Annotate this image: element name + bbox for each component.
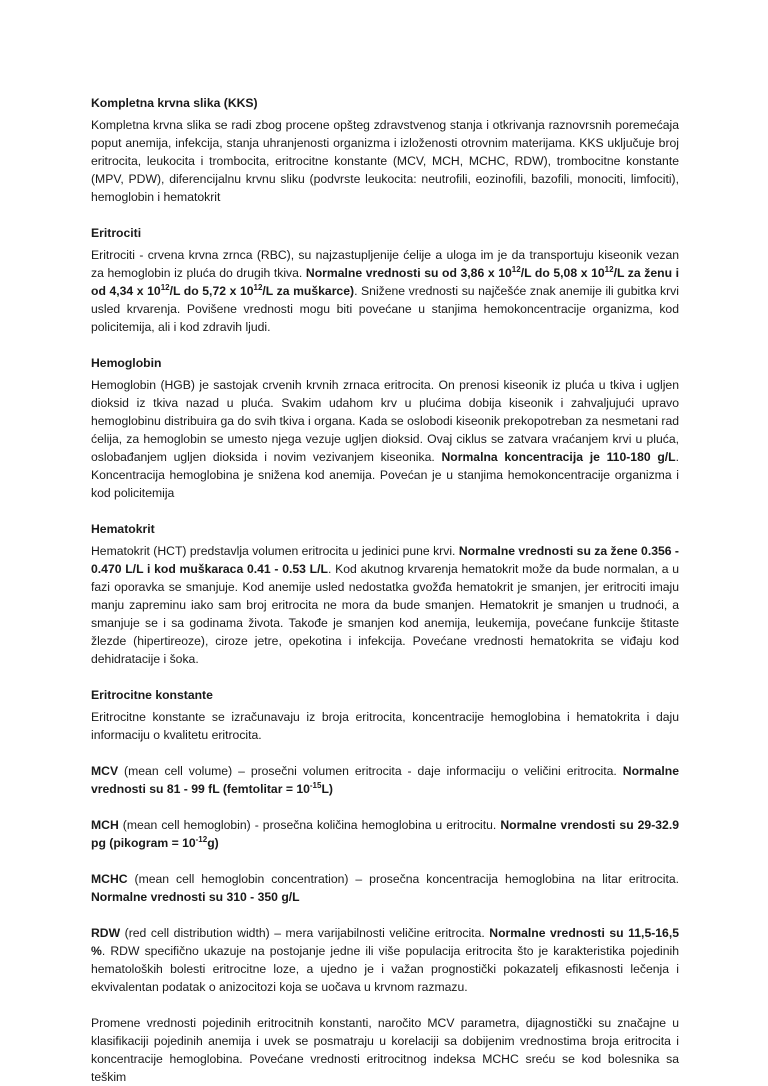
superscript: 12 — [160, 282, 170, 292]
paragraph-kks: Kompletna krvna slika se radi zbog procene opšteg zdravstvenog stanja i otkrivanja raznovrsnih poremećaja poput anemija, infekcija, stanja uhranjenosti organizma i izloženosti otrovnim materijama. KKS uključuje broj eritrocita, leukocita i trombocita, eritrocitne konstante (MCV, MCH, MCHC, RDW), trombocitne konstante (MPV, PDW), diferencijalnu krvnu sliku (podvrste leukocita: neutrofili, eozinofili, bazofili, monociti, limfociti), hemoglobin i hematokrit — [91, 118, 679, 204]
text: Hematokrit (HCT) predstavlja volumen eritrocita u jedinici pune krvi. — [91, 544, 459, 558]
bold-text: Normalne vrednosti su od 3,86 x 10 — [305, 266, 512, 280]
bold-text: /L za muškarce) — [262, 284, 355, 298]
text: . RDW specifično ukazuje na postojanje jedne ili više populacija eritrocita što je karakteristika pojedinih hematoloških bolesti eritrocitne loze, a ujedno je i važan prognostički pokazatelj efikasnosti lečenja i ekvivalentan podatak o anizocitozi koja se uočava u krvnom razmazu. — [91, 944, 679, 994]
bold-text: /L do 5,72 x 10 — [169, 284, 254, 298]
paragraph-konstante: Eritrocitne konstante se izračunavaju iz broja eritrocita, koncentracije hemoglobina i hematokrita i daju informaciju o kvalitetu eritrocita. — [91, 710, 679, 742]
superscript: 12 — [511, 264, 521, 274]
paragraph-hemoglobin — [91, 376, 679, 502]
abbr-mch: MCH — [91, 818, 119, 832]
superscript: -15 — [309, 780, 322, 790]
normal-values: Normalne vrednosti su 310 - 350 g/L — [91, 890, 300, 904]
text: Eritrociti - crvena krvna zrnca (RBC), su najzastupljenije ćelije a uloga im je da transportuju kiseonik vezan za hemoglobin iz pluća do drugih tkiva. — [91, 248, 679, 280]
text: Hemoglobin (HGB) je sastojak crvenih krvnih zrnaca eritrocita. On prenosi kiseonik iz pluća u tkiva i ugljen dioksid iz tkiva nazad u pluća. Svakim udahom krv u plućima dobija kiseonik i zahvaljujući upravo hemoglobinu distribuira ga do svih tkiva i organa. Kada se oslobodi kiseonik prekopotreban za nesmetani rad ćelija, za hemoglobin se umesto njega vezuje ugljen dioksid. Ovaj ciklus se zatvara vraćanjem krvi u pluća, oslobađanjem ugljen dioksida i novim vezivanjem kiseonika. — [91, 378, 679, 464]
heading-hemoglobin: Hemoglobin — [91, 356, 162, 370]
paragraph-eritrociti — [91, 246, 679, 336]
bold-text: g) — [207, 836, 219, 850]
paragraph-mchc — [91, 870, 679, 906]
heading-konstante: Eritrocitne konstante — [91, 688, 213, 702]
normal-values: Normalna koncentracija je 110-180 g/L — [441, 450, 676, 464]
section-hematokrit — [91, 520, 679, 668]
abbr-mchc: MCHC — [91, 872, 128, 886]
paragraph-promene: Promene vrednosti pojedinih eritrocitnih konstanti, naročito MCV parametra, dijagnostički su značajne u klasifikaciji pojedinih anemija i uvek se posmatraju u korelaciji sa dobijenim vrednostima broja eritrocita i koncentracije hemoglobina. Povećane vrednosti eritrocitnog indeksa MCHC sreću se kod bolesnika sa teškim — [91, 1016, 679, 1084]
paragraph-mcv — [91, 762, 679, 798]
heading-eritrociti: Eritrociti — [91, 226, 142, 240]
bold-text: Normalne vrednosti su 81 - 99 fL (femtolitar = 10 — [91, 764, 679, 796]
section-konstante — [91, 686, 679, 744]
section-hemoglobin — [91, 354, 679, 502]
superscript: 12 — [253, 282, 263, 292]
paragraph-mch — [91, 816, 679, 852]
section-kks — [91, 94, 679, 206]
heading-kks: Kompletna krvna slika (KKS) — [91, 96, 258, 110]
superscript: -12 — [195, 834, 208, 844]
abbr-mcv: MCV — [91, 764, 119, 778]
bold-text: Normalne vrendosti su 29-32.9 pg (pikogram = 10 — [91, 818, 679, 850]
paragraph-hematokrit — [91, 542, 679, 668]
text: . Koncentracija hemoglobina je snižena kod anemija. Povećan je u stanjima hemokoncentracije organizma i kod policitemija — [91, 450, 679, 500]
text: (mean cell hemoglobin) - prosečna količina hemoglobina u eritrocitu. — [118, 818, 501, 832]
normal-values: Normalne vrednosti su za žene 0.356 - 0.470 L/L i kod muškaraca 0.41 - 0.53 L/L — [91, 544, 679, 576]
text: (red cell distribution width) – mera varijabilnosti veličine eritrocita. — [120, 926, 490, 940]
bold-text: L) — [321, 782, 333, 796]
section-eritrociti — [91, 224, 679, 336]
text: (mean cell hemoglobin concentration) – prosečna koncentracija hemoglobina na litar eritrocita. — [127, 872, 679, 886]
abbr-rdw: RDW — [91, 926, 121, 940]
text: . Snižene vrednosti su najčešće znak anemije ili gubitka krvi usled krvarenja. Povišene vrednosti mogu biti povećane u stanjima hemokoncentracije organizma, kod policitemija, ali i kod zdravih ljudi. — [91, 284, 679, 334]
superscript: 12 — [604, 264, 614, 274]
heading-hematokrit: Hematokrit — [91, 522, 155, 536]
text: . Kod akutnog krvarenja hematokrit može da bude normalan, a u fazi oporavka se smanjuje. Kod anemije usled nedostatka gvožđa hematokrit je smanjen, jer eritrociti imaju manju zapreminu iako sam broj eritrocita ne mora da bude smanjen. Hematokrit je smanjen u trudnoći, a smanjuje se i sa godinama života. Takođe je smanjen kod anemija, leukemija, povećane funkcije štitaste žlezde (hipertireoze), ciroze jetre, opekotina i infekcija. Povećane vrednosti hematokrita se viđaju kod dehidratacije i šoka. — [91, 562, 680, 666]
bold-text: /L za ženu i od 4,34 x 10 — [91, 266, 679, 298]
paragraph-rdw — [91, 924, 679, 996]
text: (mean cell volume) – prosečni volumen eritrocita - daje informaciju o veličini eritrocita. — [118, 764, 623, 778]
normal-values: Normalne vrednosti su 11,5-16,5 % — [91, 926, 679, 958]
bold-text: /L do 5,08 x 10 — [520, 266, 605, 280]
